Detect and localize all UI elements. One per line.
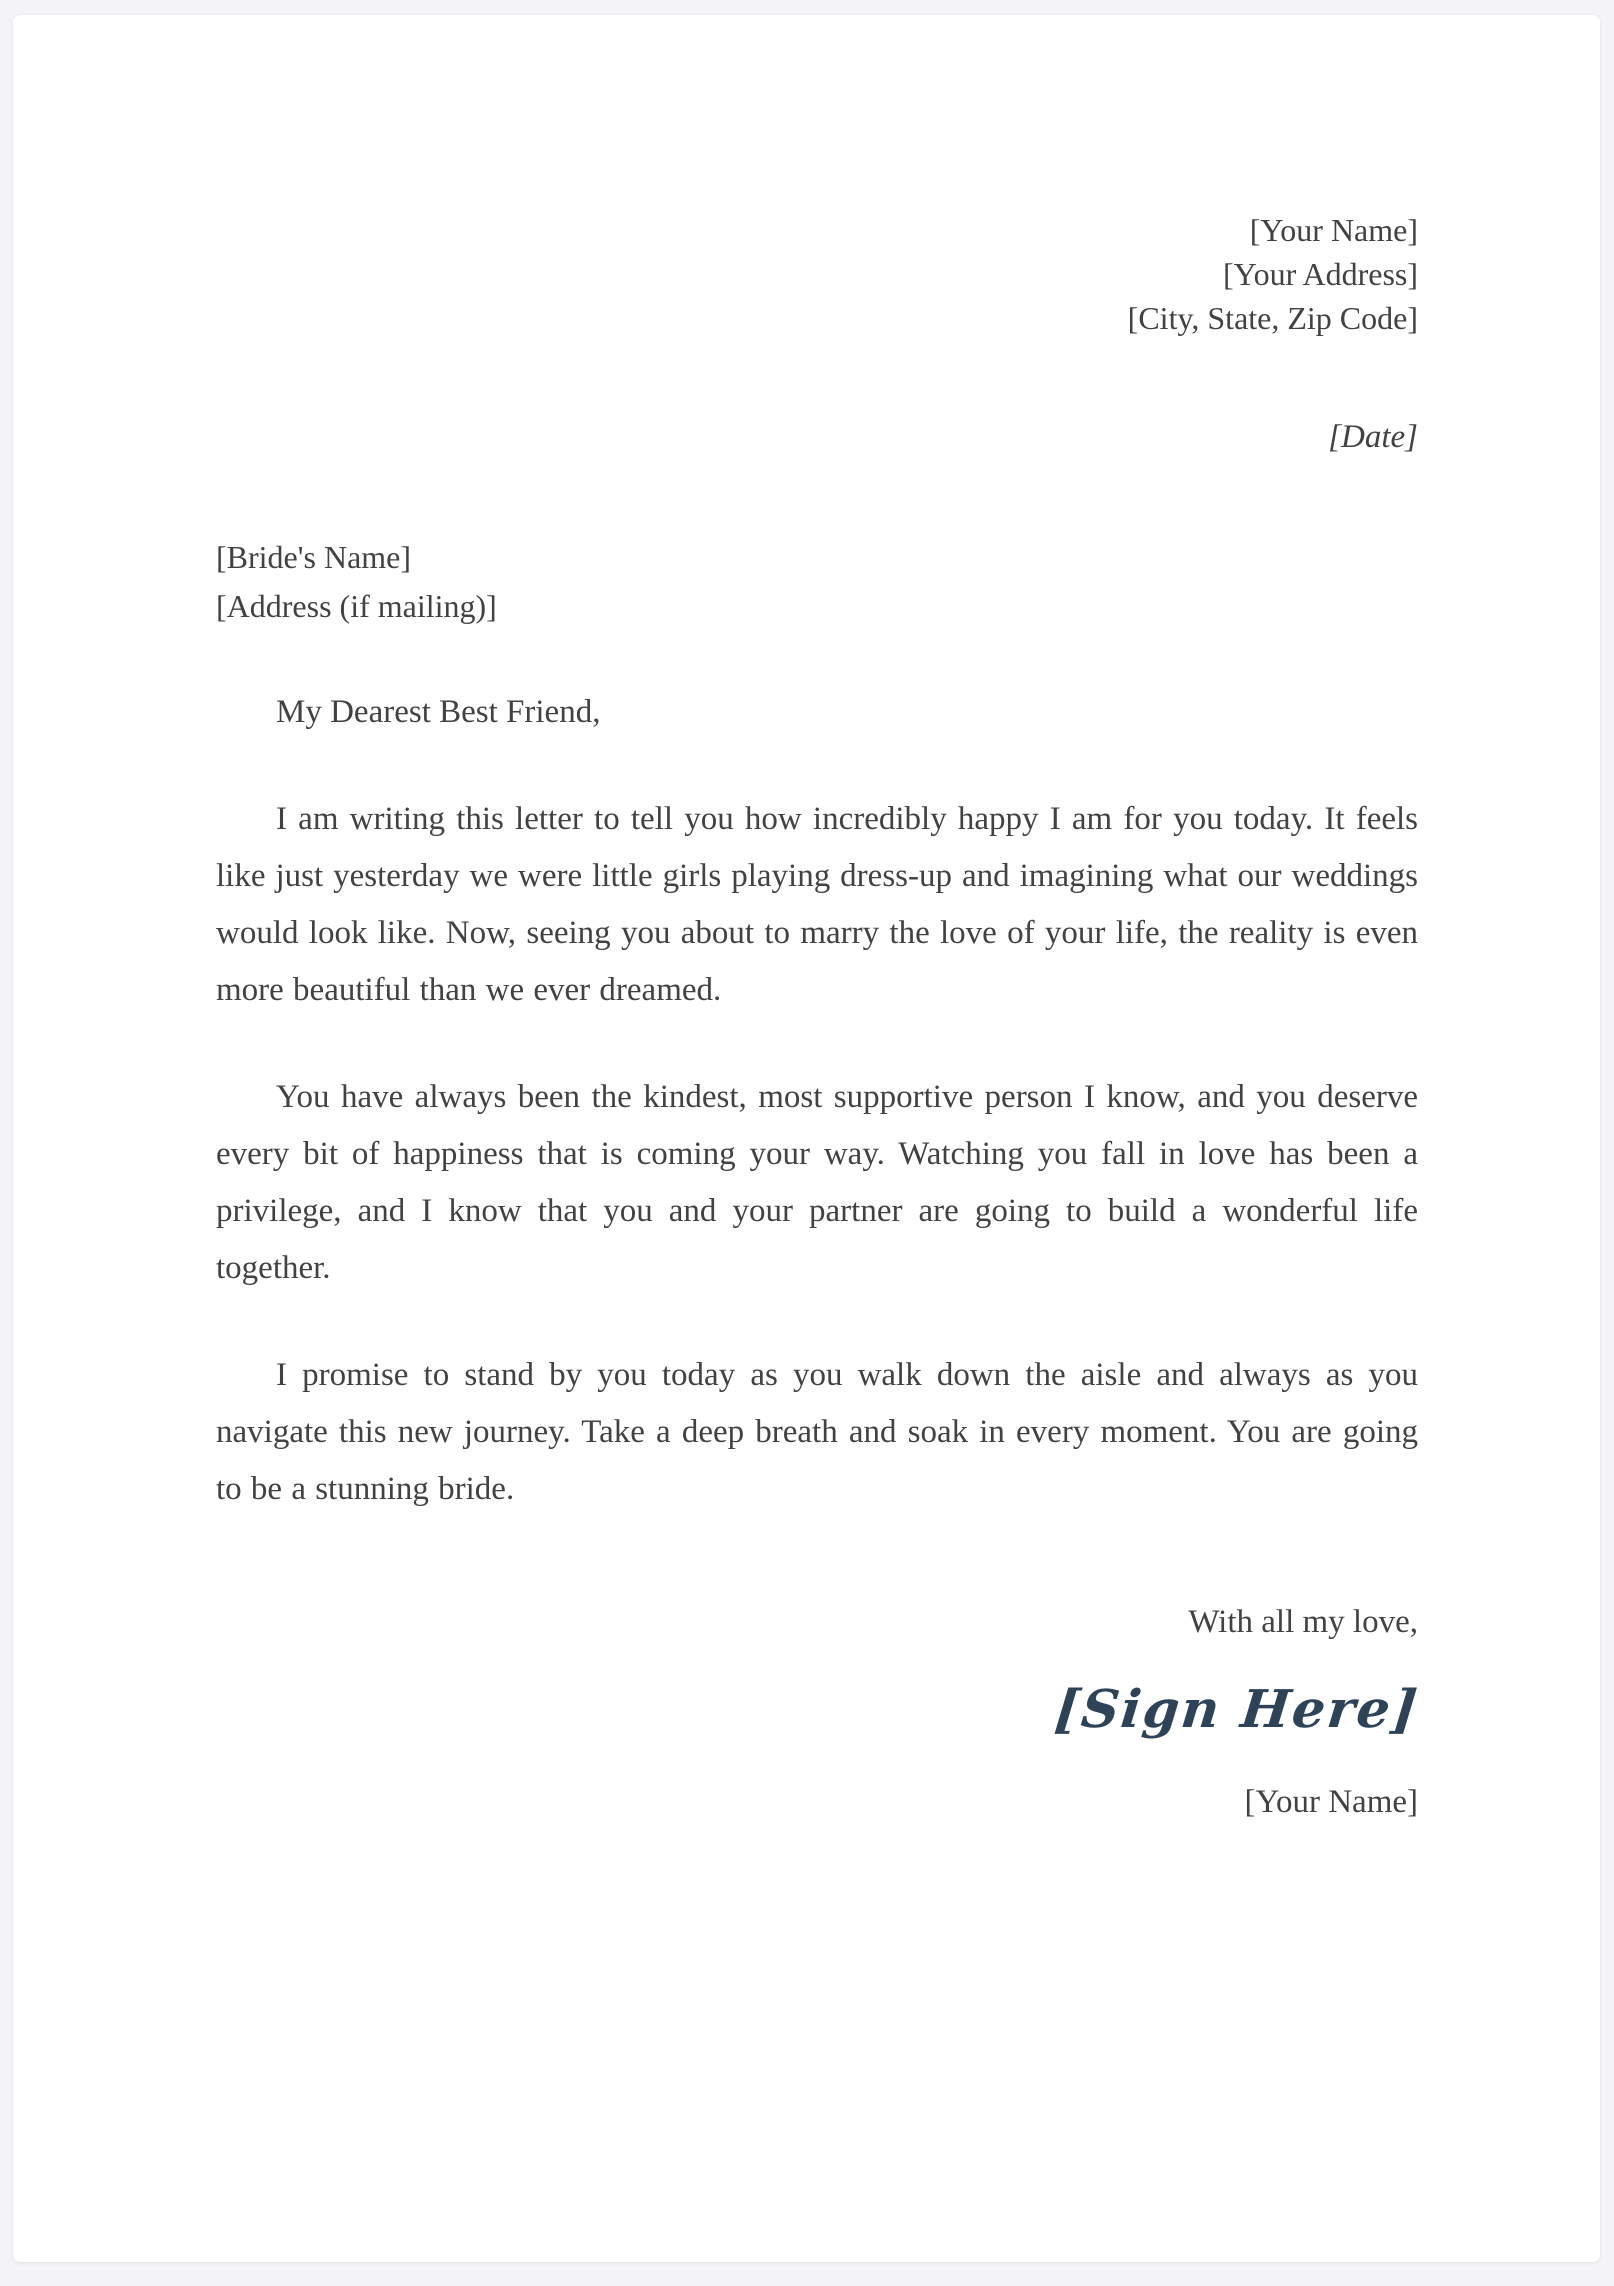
body-paragraph-1: I am writing this letter to tell you how incredibly happy I am for you today. It feels like just yesterday we were little girls playing dress-up and imagining what our weddings would look like. Now, seeing you about to marry the love of your life, the reality is even more beautiful than we ever dreamed.: [216, 801, 1418, 1008]
body-paragraph-3: I promise to stand by you today as you walk down the aisle and always as you navigate this new journey. Take a deep breath and soak in every moment. You are going to be a stunning bride.: [216, 1357, 1418, 1507]
sign-here-placeholder: [Sign Here]: [1051, 1679, 1422, 1740]
recipient-address-block: [216, 533, 1418, 631]
signature-row: [216, 1675, 1422, 1758]
sender-address-line: [Your Address]: [1223, 256, 1418, 292]
recipient-address-line: [Address (if mailing)]: [216, 588, 497, 624]
letter-page: [13, 15, 1600, 2262]
salutation: My Dearest Best Friend,: [276, 694, 601, 730]
closing-phrase: With all my love,: [1188, 1604, 1418, 1640]
sender-address-block: [216, 208, 1418, 340]
body-paragraph-2: You have always been the kindest, most supportive person I know, and you deserve every bit of happiness that is coming your way. Watching you fall in love has been a privilege, and I know that you and your partner are going to build a wonderful life together.: [216, 1079, 1418, 1286]
recipient-name-line: [Bride's Name]: [216, 539, 412, 575]
signed-name: [Your Name]: [1244, 1784, 1418, 1820]
sender-city-state-zip-line: [City, State, Zip Code]: [1127, 300, 1418, 336]
sender-name-line: [Your Name]: [1249, 212, 1418, 248]
date-placeholder: [Date]: [1328, 419, 1418, 455]
